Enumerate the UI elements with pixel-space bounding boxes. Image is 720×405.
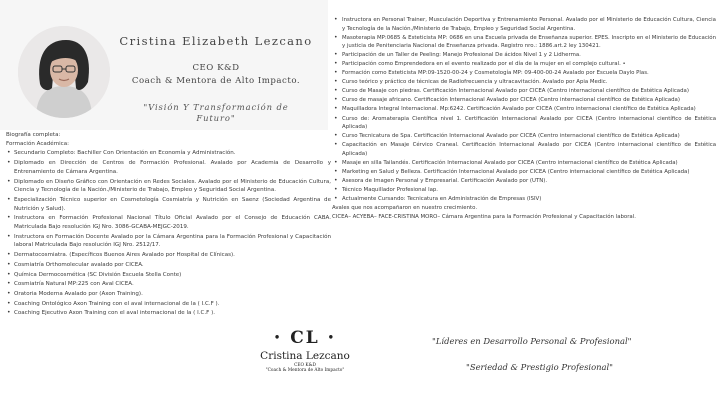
header-role-line2: Coach & Mentora de Alto Impacto. bbox=[131, 76, 301, 86]
list-item: • Curso Tecnicatura de Spa. Certificación Internacional Avalado por CICEA (Centro internacional científico de Estética Aplicada) bbox=[332, 132, 716, 141]
list-item: • Coaching Ejecutivo Axon Training con el aval internacional de la ( I.C.F ). bbox=[6, 309, 331, 318]
header-quote bbox=[112, 102, 320, 124]
list-item: • Coaching Ontológico Axon Training con el aval internacional de la ( I.C.F ). bbox=[6, 300, 331, 309]
right-column bbox=[332, 16, 716, 221]
list-item: • Masaje en silla Tailandés. Certificación Internacional Avalado por CICEA (Centro internacional científico de Estética Aplicada) bbox=[332, 159, 716, 168]
list-item: • Cosmiatría Natural MP:225 con Aval CICEA. bbox=[6, 280, 331, 289]
list-item: • Masoterapia MP:0685 & Esteticista MP: 0686 en una Escuela privada de Enseñanza superior. EPES. Inscripto en el Ministerio de Educación y justicia de Penitenciaria Nacional de Enseñanza privada. Registro nro.: 1886.art.2 ley 130421. bbox=[332, 34, 716, 51]
endorsements-intro: Avales que nos acompañaron en nuestro crecimiento. bbox=[332, 204, 478, 211]
list-item: • Asesora de Imagen Personal y Empresarial. Certificación Avalado por (UTN). bbox=[332, 177, 716, 186]
left-column bbox=[6, 131, 331, 318]
list-item: • Marketing en Salud y Belleza. Certificación Internacional Avalado por CICEA (Centro internacional científico de Estética Aplicada) bbox=[332, 168, 716, 177]
slogan-secondary: "Seriedad & Prestigio Profesional" bbox=[466, 362, 614, 372]
list-item: • Dermatocosmiatra. (Específicos Buenos Aires Avalado por Hospital de Clínicas). bbox=[6, 251, 331, 260]
header-role-line1: CEO K&D bbox=[192, 63, 240, 73]
header-name: Cristina Elizabeth Lezcano bbox=[119, 34, 313, 48]
logo-dot-icon: • bbox=[327, 332, 337, 344]
formation-label: Formación Académica: bbox=[6, 140, 69, 147]
logo-dot-icon: • bbox=[273, 332, 283, 344]
list-item: • Técnico Maquillador Profesional lap. bbox=[332, 186, 716, 195]
header-quote-line2: Futuro" bbox=[196, 113, 236, 123]
list-item: • Instructora en Formación Profesional Nacional Título Oficial Avalado por el Consejo de Educación CABA. Matriculada Bajo resolución IGJ Nro. 3086-GCABA-MEJGC-2019. bbox=[6, 214, 331, 231]
list-item: • Química Dermocosmética (SC División Escuela Stella Conte) bbox=[6, 271, 331, 280]
profile-photo bbox=[18, 26, 110, 118]
list-item: • Participación de un Taller de Peeling: Manejo Profesional De ácidos Nivel 1 y 2 Lidherma. bbox=[332, 51, 716, 60]
list-item: • Instructora en Personal Trainer, Musculación Deportiva y Entrenamiento Personal. Avalado por el Ministerio de Educación Cultura, Ciencia y Tecnología de la Nación./Ministerio de Trabajo, Empleo y Seguridad Social Argentina. bbox=[332, 16, 716, 33]
list-item: • Curso teórico y práctico de técnicas de Radiofrecuencia y ultracavitación. Avalado por Apia Medic. bbox=[332, 78, 716, 87]
header-role bbox=[112, 62, 320, 88]
profile-photo-image bbox=[18, 26, 110, 118]
bio-label: Biografía completa: bbox=[6, 132, 61, 138]
list-item: • Maquilladora Integral Internacional. Mp:6242. Certificación Avalado por CICEA (Centro internacional científico de Estética Aplicada) bbox=[332, 105, 716, 114]
logo-subtitle: "Coach & Mentora de Alto Impacto" bbox=[265, 368, 345, 373]
list-item: • Secundario Completo: Bachiller Con Orientación en Economía y Administración. bbox=[6, 149, 331, 158]
list-item: • Capacitación en Masaje Cérvico Craneal. Certificación Internacional Avalado por CICEA (Centro internacional científico de Estética Aplicada) bbox=[332, 141, 716, 158]
list-item: • Curso de Masaje con piedras. Certificación Internacional Avalado por CICEA (Centro internacional científico de Estética Aplicada) bbox=[332, 87, 716, 96]
brand-logo bbox=[252, 328, 358, 374]
list-item: • Cosmiatría Orthomolecular avalado por CICEA. bbox=[6, 261, 331, 270]
list-item: • Instructora en Formación Docente Avalado por la Cámara Argentina para la Formación Profesional y Capacitación laboral Matriculada Bajo resolución IGJ Nro. 2512/17. bbox=[6, 233, 331, 250]
list-item: • Oratoria Moderna Avalado por (Axon Training). bbox=[6, 290, 331, 299]
header-quote-line1: "Visión Y Transformación de bbox=[143, 102, 289, 112]
slogan-primary: "Líderes en Desarrollo Personal & Profesional" bbox=[432, 336, 632, 346]
list-item: • Participación como Emprendedora en el evento realizado por el día de la mujer en el complejo cultural. • bbox=[332, 60, 716, 69]
logo-monogram bbox=[252, 328, 358, 349]
courses-list bbox=[332, 16, 716, 203]
endorsements-list: CICEA– ACYEBA– FACE-CRISTINA MORO– Cámara Argentina para la Formación Profesional y Capacitación laboral. bbox=[332, 213, 636, 220]
list-item: • Curso de: Aromaterapia Científica nivel 1. Certificación Internacional Avalado por CICEA (Centro internacional científico de Estética Aplicada) bbox=[332, 115, 716, 132]
list-item: • Formación como Esteticista MP:09-1520-00-24 y Cosmetología MP: 09-400-00-24 Avalado por Escuela Daylo Plas. bbox=[332, 69, 716, 78]
logo-name: Cristina Lezcano bbox=[260, 349, 350, 362]
logo-title: CEO K&D bbox=[294, 362, 316, 368]
list-item: • Actualmente Cursando: Tecnicatura en Administración de Empresas (ISIV) bbox=[332, 195, 716, 204]
list-item: • Especialización Técnico superior en Cosmetología Cosmiatría y Nutrición en Saenz (Sociedad Argentina de Nutrición y Salud). bbox=[6, 196, 331, 213]
list-item: • Curso de masaje africano. Certificación Internacional Avalado por CICEA (Centro internacional científico de Estética Aplicada) bbox=[332, 96, 716, 105]
list-item: • Diplomado en Diseño Gráfico con Orientación en Redes Sociales. Avalado por el Ministerio de Educación Cultura, Ciencia y Tecnología de la Nación./Ministerio de Trabajo, Empleo y Seguridad Social Argentina. bbox=[6, 178, 331, 195]
logo-monogram-text: CL bbox=[290, 328, 320, 348]
list-item: • Diplomado en Dirección de Centros de Formación Profesional. Avalado por Academia de Desarrollo y Entrenamiento de Cámara Argentina. bbox=[6, 159, 331, 176]
formation-list bbox=[6, 149, 331, 318]
